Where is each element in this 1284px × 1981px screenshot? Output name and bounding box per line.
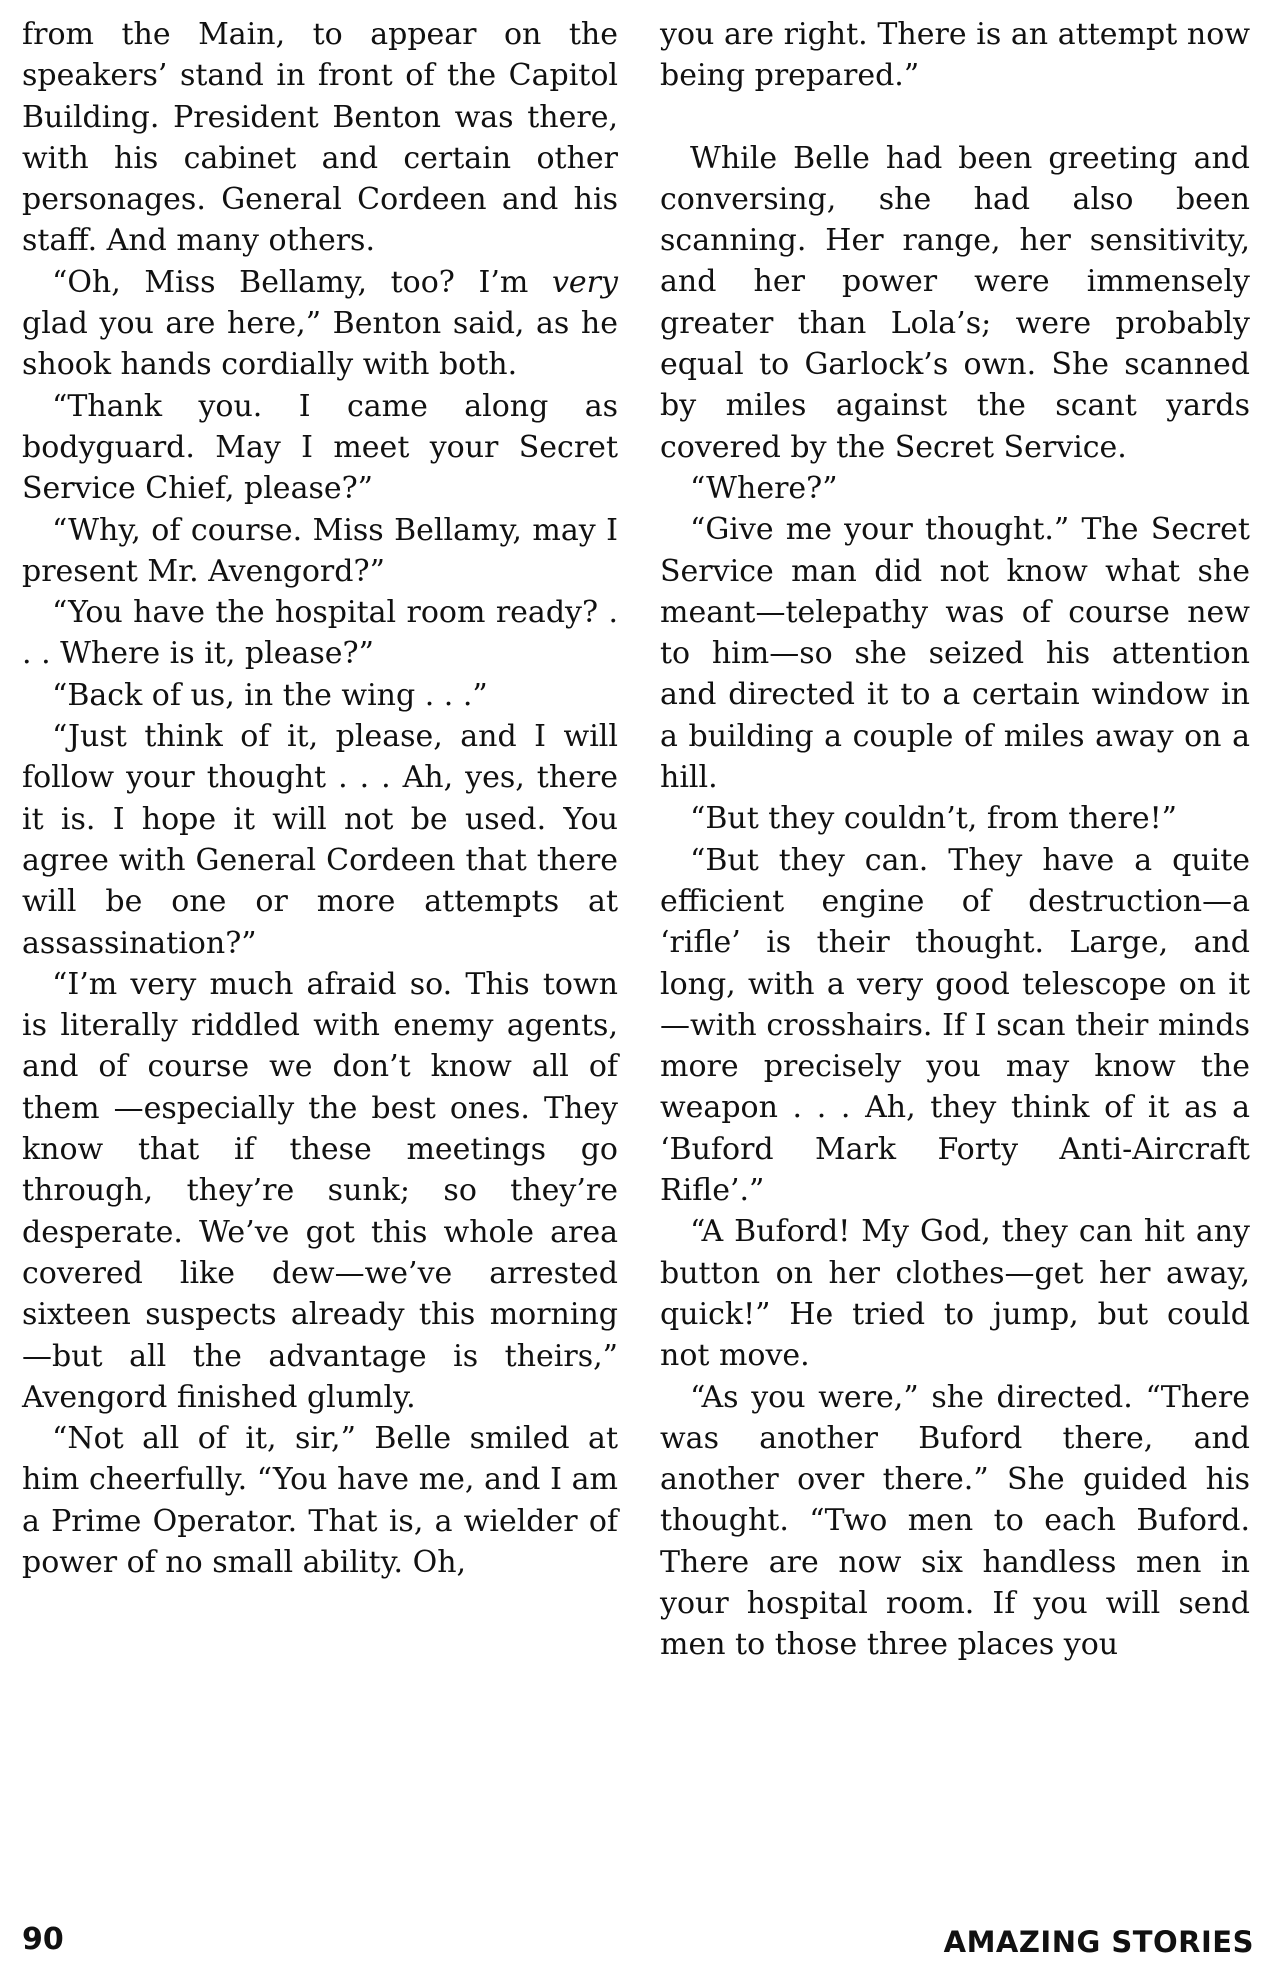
paragraph: “Give me your thought.” The Secret Service man did not know what she meant—telepathy was of course new to him—so she seized his attention and directed it to a certain window in a building a couple of miles away on a hill. [660, 512, 1250, 796]
paragraph-text: glad you are here,” Benton said, as he shook hands cordially with both. [22, 306, 618, 383]
page-number: 90 [22, 1922, 64, 1957]
paragraph: from the Main, to appear on the speakers’ stand in front of the Capitol Building. President Benton was there, with his cabinet and certain other personages. General Cordeen and his staff. And many others. [22, 17, 618, 259]
paragraph: “You have the hospital room ready? . . . Where is it, please?” [22, 595, 618, 672]
paragraph [22, 262, 618, 386]
paragraph: While Belle had been greeting and conversing, she had also been scanning. Her range, her sensitivity, and her power were immensely greater than Lola’s; were probably equal to Garlock’s own. She scanned by miles against the scant yards covered by the Secret Service. [660, 140, 1250, 465]
paragraph: “Thank you. I came along as bodyguard. May I meet your Secret Service Chief, please?” [22, 388, 618, 507]
right-text-column [660, 14, 1250, 1666]
paragraph: “Not all of it, sir,” Belle smiled at him cheerfully. “You have me, and I am a Prime Operator. That is, a wielder of power of no small ability. Oh, [22, 1421, 618, 1580]
paragraph: “Where?” [690, 470, 838, 506]
paragraph: “Why, of course. Miss Bellamy, may I present Mr. Avengord?” [22, 512, 618, 589]
paragraph: “Just think of it, please, and I will follow your thought . . . Ah, yes, there it is. I hope it will not be used. You agree with General Cordeen that there will be one or more attempts at assassination?” [22, 719, 618, 961]
paragraph: you are right. There is an attempt now being prepared.” [660, 17, 1250, 94]
paragraph: “But they can. They have a quite efficient engine of destruction—a ‘rifle’ is their thought. Large, and long, with a very good telescope on it—with crosshairs. If I scan their minds more precisely you may know the weapon . . . Ah, they think of it as a ‘Buford Mark Forty Anti-Aircraft Rifle’.” [660, 842, 1250, 1209]
paragraph: “As you were,” she directed. “There was another Buford there, and another over there.” She guided his thought. “Two men to each Buford. There are now six handless men in your hospital room. If you will send men to those three places you [660, 1379, 1250, 1663]
paragraph: “I’m very much afraid so. This town is literally riddled with enemy agents, and of course we don’t know all of them —especially the best ones. They know that if these meetings go through, they’re sunk; so they’re desperate. We’ve got this whole area covered like dew—we’ve arrested sixteen suspects already this morning—but all the advantage is theirs,” Avengord finished glumly. [22, 966, 618, 1415]
paragraph-text: “Oh, Miss Bellamy, too? I’m [52, 264, 529, 300]
magazine-title-footer: AMAZING STORIES [943, 1925, 1254, 1959]
paragraph: “A Buford! My God, they can hit any button on her clothes—get her away, quick!” He tried to jump, but could not move. [660, 1214, 1250, 1374]
left-text-column [22, 14, 618, 1583]
emphasized-word: very [551, 264, 618, 300]
paragraph: “Back of us, in the wing . . .” [52, 677, 488, 713]
paragraph: “But they couldn’t, from there!” [690, 801, 1177, 837]
